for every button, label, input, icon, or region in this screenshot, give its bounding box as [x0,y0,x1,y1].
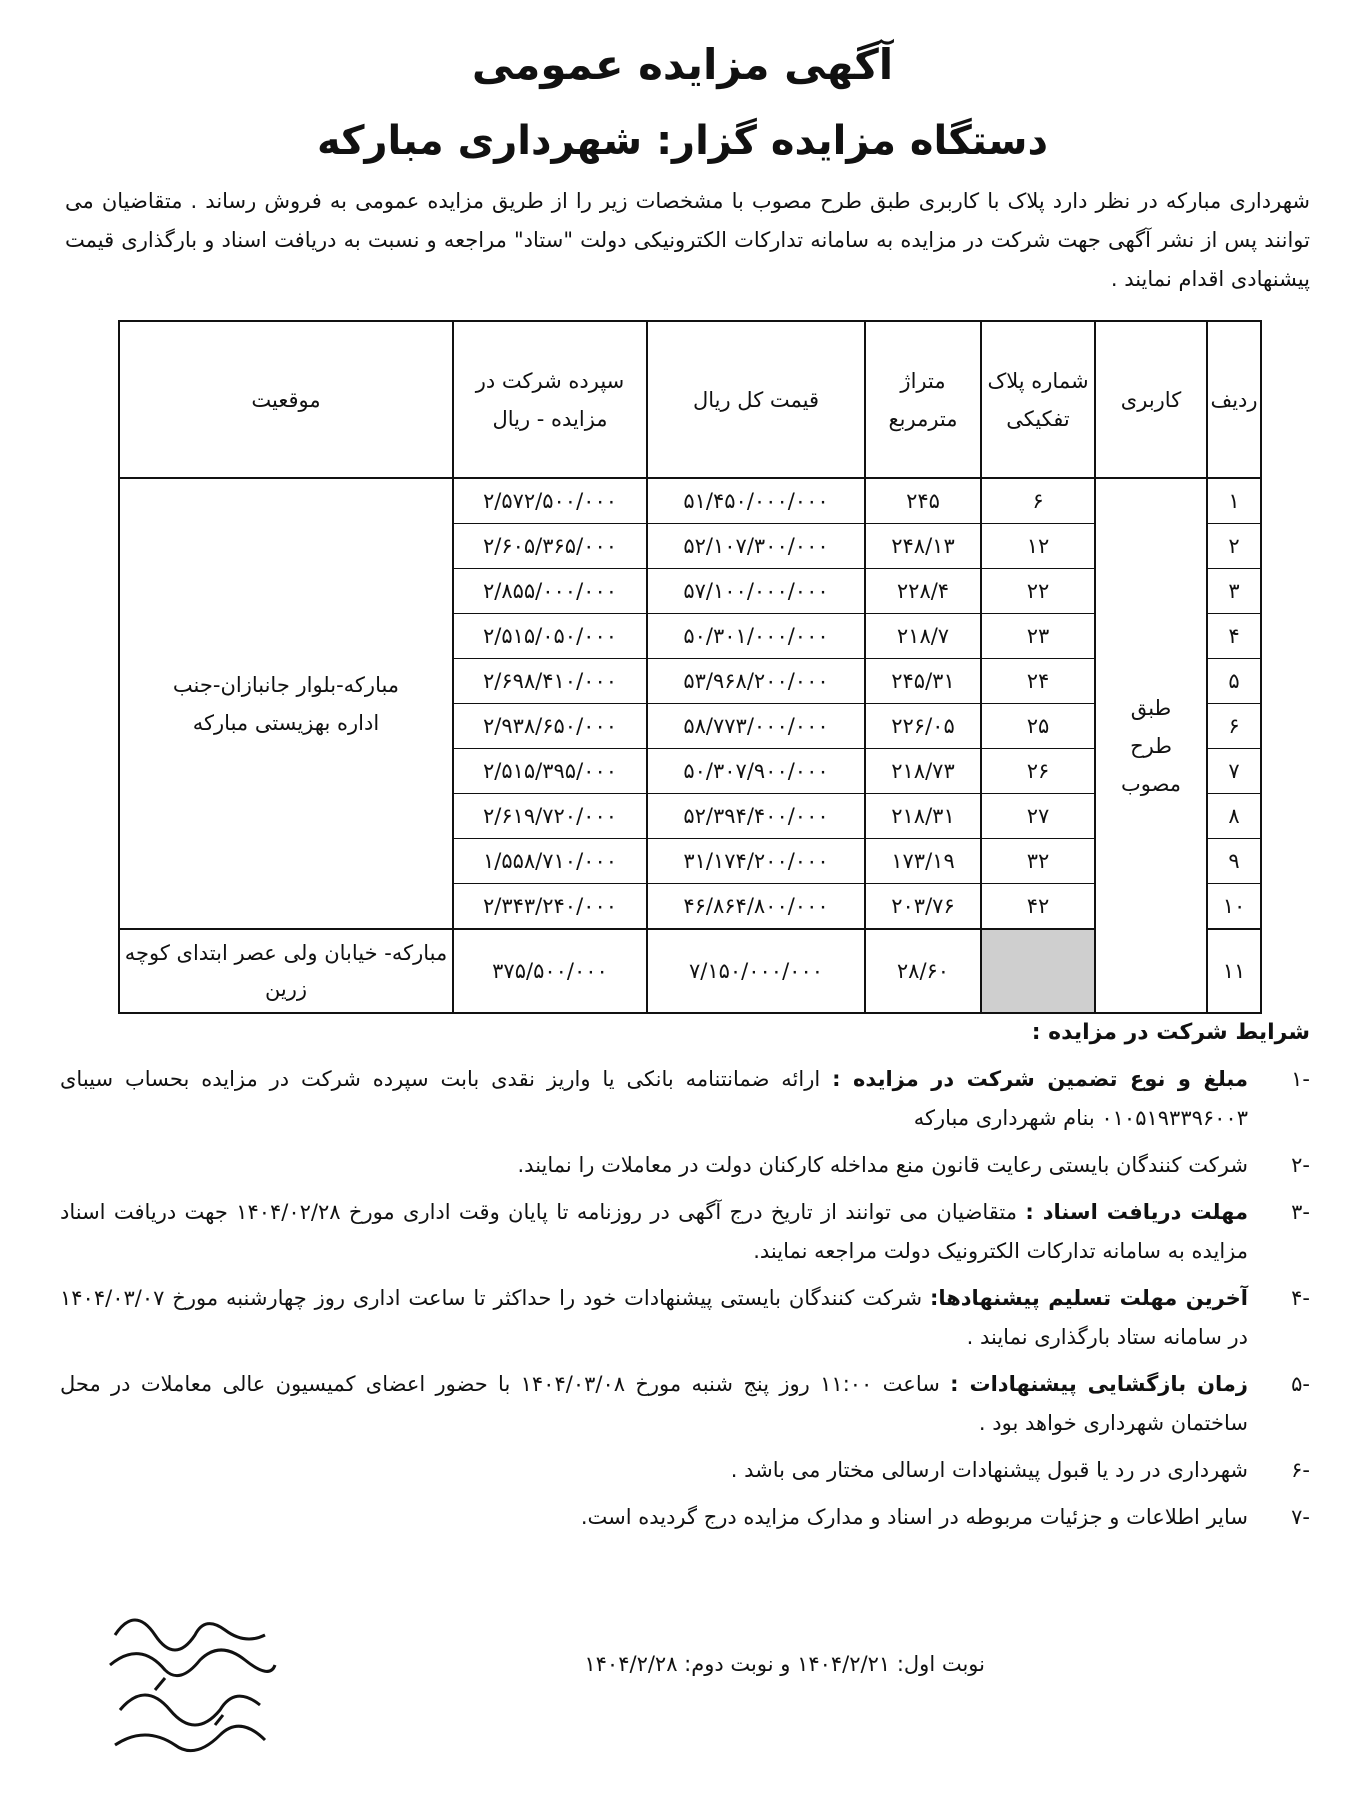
condition-item [60,1279,1310,1357]
cell-area: ۲۱۸/۷ [865,614,981,659]
cell-area: ۲۰۳/۷۶ [865,884,981,930]
table-header-row [119,321,1261,478]
condition-text: شرکت کنندگان بایستی پیشنهادات خود را حداکثر تا ساعت اداری روز چهارشنبه مورخ ۱۴۰۴/۰۳/۰۷ در سامانه ستاد بارگذاری نمایند . [60,1286,1248,1349]
header-price: قیمت کل ریال [647,321,865,478]
condition-number: -۴ [1291,1286,1310,1310]
condition-number: -۲ [1291,1153,1310,1177]
cell-area: ۱۷۳/۱۹ [865,839,981,884]
condition-number: -۳ [1291,1200,1310,1224]
cell-area: ۲۴۵/۳۱ [865,659,981,704]
cell-area: ۲۱۸/۷۳ [865,749,981,794]
cell-plaque: ۲۵ [981,704,1095,749]
cell-row: ۱ [1207,478,1261,524]
cell-deposit: ۳۷۵/۵۰۰/۰۰۰ [453,929,647,1013]
conditions-title: شرایط شرکت در مزایده : [1031,1020,1310,1045]
auction-table [118,320,1262,1014]
condition-heading: آخرین مهلت تسلیم پیشنهادها: [929,1286,1248,1310]
notice-subtitle: دستگاه مزایده گزار: شهرداری مبارکه [317,118,1048,164]
cell-deposit: ۲/۵۱۵/۳۹۵/۰۰۰ [453,749,647,794]
cell-deposit: ۲/۳۴۳/۲۴۰/۰۰۰ [453,884,647,930]
condition-number: -۱ [1291,1067,1310,1091]
conditions-list [60,1060,1310,1545]
cell-price: ۷/۱۵۰/۰۰۰/۰۰۰ [647,929,865,1013]
table-body [119,478,1261,1013]
notice-title: آگهی مزایده عمومی [471,40,894,89]
cell-plaque: ۲۲ [981,569,1095,614]
cell-row: ۸ [1207,794,1261,839]
condition-item [60,1365,1310,1443]
handwritten-signature [95,1595,295,1775]
cell-row: ۹ [1207,839,1261,884]
cell-deposit: ۲/۸۵۵/۰۰۰/۰۰۰ [453,569,647,614]
cell-deposit: ۲/۵۱۵/۰۵۰/۰۰۰ [453,614,647,659]
cell-deposit: ۲/۶۱۹/۷۲۰/۰۰۰ [453,794,647,839]
cell-plaque: ۲۷ [981,794,1095,839]
header-location: موقعیت [119,321,453,478]
table-row [119,478,1261,524]
cell-plaque: ۴۲ [981,884,1095,930]
condition-text: متقاضیان می توانند از تاریخ درج آگهی در روزنامه تا پایان وقت اداری مورخ ۱۴۰۴/۰۲/۲۸ جهت دریافت اسناد مزایده به سامانه تدارکات الکترونیک دولت مراجعه نمایند. [60,1200,1248,1263]
cell-area: ۲۱۸/۳۱ [865,794,981,839]
cell-plaque-empty [981,929,1095,1013]
cell-price: ۴۶/۸۶۴/۸۰۰/۰۰۰ [647,884,865,930]
cell-plaque: ۳۲ [981,839,1095,884]
cell-location: مبارکه- خیابان ولی عصر ابتدای کوچه زرین [119,929,453,1013]
cell-price: ۳۱/۱۷۴/۲۰۰/۰۰۰ [647,839,865,884]
cell-price: ۵۸/۷۷۳/۰۰۰/۰۰۰ [647,704,865,749]
cell-price: ۵۲/۳۹۴/۴۰۰/۰۰۰ [647,794,865,839]
condition-heading: مهلت دریافت اسناد : [1025,1200,1248,1224]
condition-text: شرکت کنندگان بایستی رعایت قانون منع مداخله کارکنان دولت در معاملات را نمایند. [517,1153,1248,1177]
cell-plaque: ۶ [981,478,1095,524]
condition-item [60,1451,1310,1490]
condition-text: شهرداری در رد یا قبول پیشنهادات ارسالی مختار می باشد . [730,1458,1248,1482]
condition-text: ارائه ضمانتنامه بانکی یا واریز نقدی بابت سپرده شرکت در مزایده بحساب سیبای ۰۱۰۵۱۹۳۳۹۶۰۰۳ بنام شهرداری مبارکه [60,1067,1248,1130]
cell-row: ۷ [1207,749,1261,794]
condition-item [60,1193,1310,1271]
cell-usage-group: طبق طرح مصوب [1095,478,1207,1013]
condition-heading: زمان بازگشایی پیشنهادات : [950,1372,1249,1396]
cell-deposit: ۱/۵۵۸/۷۱۰/۰۰۰ [453,839,647,884]
cell-plaque: ۲۴ [981,659,1095,704]
header-row: ردیف [1207,321,1261,478]
cell-deposit: ۲/۹۳۸/۶۵۰/۰۰۰ [453,704,647,749]
cell-row: ۱۰ [1207,884,1261,930]
header-plaque: شماره پلاک تفکیکی [981,321,1095,478]
condition-number: -۵ [1291,1372,1310,1396]
cell-price: ۵۱/۴۵۰/۰۰۰/۰۰۰ [647,478,865,524]
table-row [119,929,1261,1013]
cell-row: ۲ [1207,524,1261,569]
publication-dates: نوبت اول: ۱۴۰۴/۲/۲۱ و نوبت دوم: ۱۴۰۴/۲/۲۸ [584,1652,985,1676]
condition-number: -۶ [1291,1458,1310,1482]
header-usage: کاربری [1095,321,1207,478]
cell-plaque: ۲۳ [981,614,1095,659]
cell-price: ۵۰/۳۰۱/۰۰۰/۰۰۰ [647,614,865,659]
cell-deposit: ۲/۶۰۵/۳۶۵/۰۰۰ [453,524,647,569]
condition-text: ساعت ۱۱:۰۰ روز پنج شنبه مورخ ۱۴۰۴/۰۳/۰۸ با حضور اعضای کمیسیون عالی معاملات در محل ساختمان شهرداری خواهد بود . [60,1372,1248,1435]
cell-row: ۵ [1207,659,1261,704]
cell-row: ۶ [1207,704,1261,749]
cell-row: ۱۱ [1207,929,1261,1013]
cell-plaque: ۱۲ [981,524,1095,569]
cell-price: ۵۳/۹۶۸/۲۰۰/۰۰۰ [647,659,865,704]
cell-row: ۳ [1207,569,1261,614]
header-area: متراژ مترمربع [865,321,981,478]
cell-price: ۵۷/۱۰۰/۰۰۰/۰۰۰ [647,569,865,614]
cell-price: ۵۰/۳۰۷/۹۰۰/۰۰۰ [647,749,865,794]
cell-area: ۲۲۸/۴ [865,569,981,614]
condition-item [60,1146,1310,1185]
header-deposit: سپرده شرکت در مزایده - ریال [453,321,647,478]
cell-location-group: مبارکه-بلوار جانبازان-جنب اداره بهزیستی مبارکه [119,478,453,929]
cell-price: ۵۲/۱۰۷/۳۰۰/۰۰۰ [647,524,865,569]
cell-row: ۴ [1207,614,1261,659]
cell-plaque: ۲۶ [981,749,1095,794]
cell-deposit: ۲/۶۹۸/۴۱۰/۰۰۰ [453,659,647,704]
cell-area: ۲۴۸/۱۳ [865,524,981,569]
intro-paragraph: شهرداری مبارکه در نظر دارد پلاک با کاربری طبق طرح مصوب با مشخصات زیر را از طریق مزایده عمومی به فروش رساند . متقاضیان می توانند پس از نشر آگهی جهت شرکت در مزایده به سامانه تدارکات الکترونیکی دولت "ستاد" مراجعه و نسبت به دریافت اسناد و بارگذاری قیمت پیشنهادی اقدام نمایند . [65,189,1310,291]
condition-text: سایر اطلاعات و جزئیات مربوطه در اسناد و مدارک مزایده درج گردیده است. [580,1505,1248,1529]
cell-area: ۲۸/۶۰ [865,929,981,1013]
cell-area: ۲۲۶/۰۵ [865,704,981,749]
condition-item [60,1498,1310,1537]
condition-number: -۷ [1291,1505,1310,1529]
cell-area: ۲۴۵ [865,478,981,524]
condition-heading: مبلغ و نوع تضمین شرکت در مزایده : [832,1067,1249,1091]
cell-deposit: ۲/۵۷۲/۵۰۰/۰۰۰ [453,478,647,524]
condition-item [60,1060,1310,1138]
